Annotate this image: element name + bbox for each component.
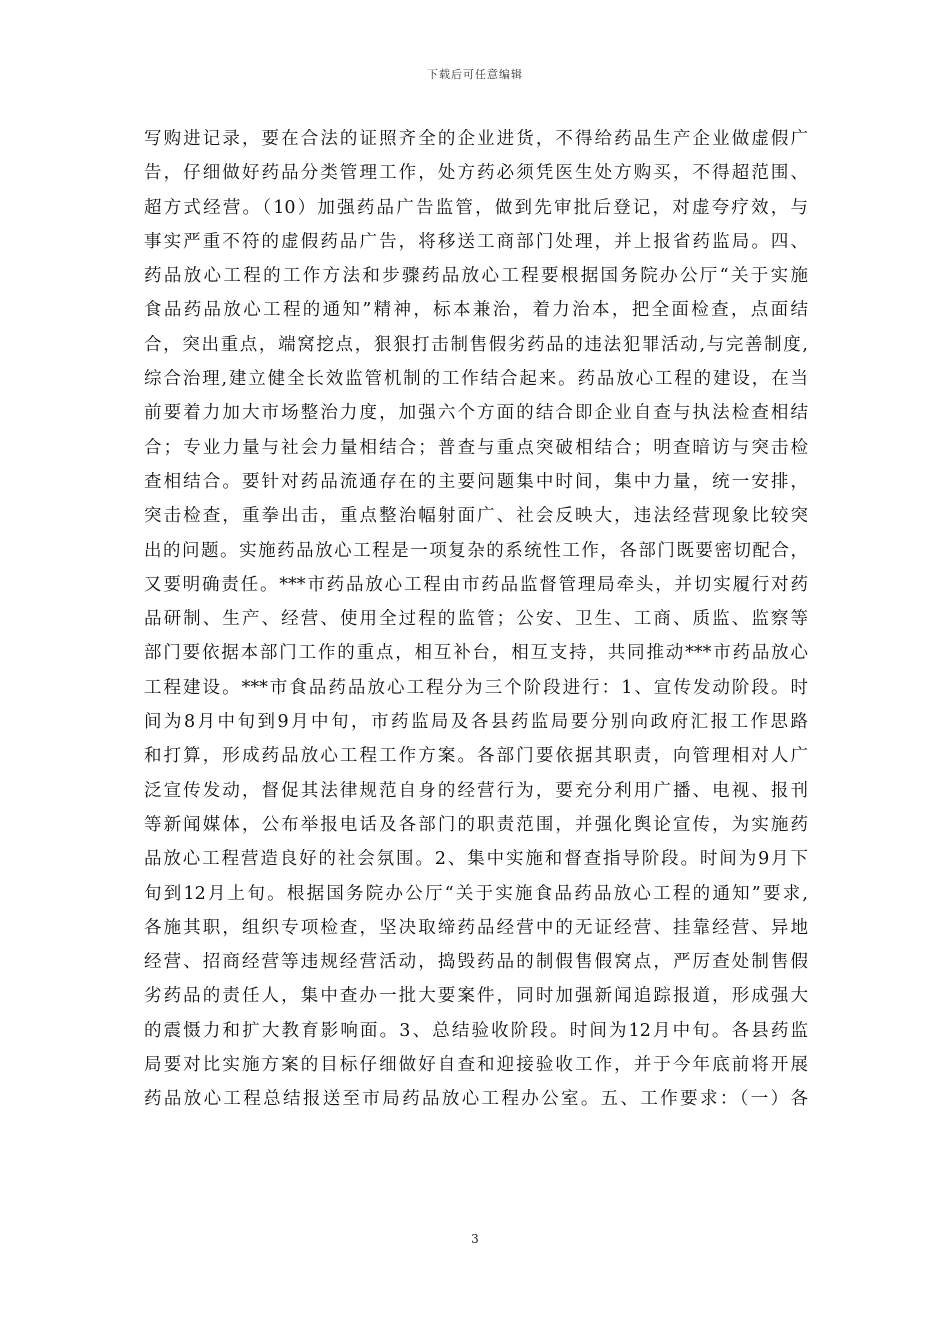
body-line: 突击检查，重拳出击，重点整治幅射面广、社会反映大，违法经营现象比较突 [144,506,808,527]
body-line: 合；专业力量与社会力量相结合；普查与重点突破相结合；明查暗访与突击检 [144,437,808,458]
body-line: 超方式经营。（10）加强药品广告监管，做到先审批后登记，对虚夸疗效，与 [144,197,808,218]
body-line: 前要着力加大市场整治力度，加强六个方面的结合即企业自查与执法检查相结 [144,403,808,424]
body-line: 的震慑力和扩大教育影响面。3、总结验收阶段。时间为12月中旬。各县药监 [144,1020,808,1041]
body-line: 药品放心工程总结报送至市局药品放心工程办公室。五、工作要求：（一）各 [144,1089,808,1110]
body-line: 工程建设。***市食品药品放心工程分为三个阶段进行：1、宣传发动阶段。时 [144,677,808,698]
body-line: 合，突出重点，端窝挖点，狠狠打击制售假劣药品的违法犯罪活动,与完善制度, [144,334,808,355]
body-line: 旬到12月上旬。根据国务院办公厅“关于实施食品药品放心工程的通知”要求, [144,883,808,904]
body-line: 品放心工程营造良好的社会氛围。2、集中实施和督查指导阶段。时间为9月下 [144,849,808,870]
body-line: 药品放心工程的工作方法和步骤药品放心工程要根据国务院办公厅“关于实施 [144,266,808,287]
body-line: 和打算，形成药品放心工程工作方案。各部门要依据其职责，向管理相对人广 [144,746,808,767]
body-line: 品研制、生产、经营、使用全过程的监管；公安、卫生、工商、质监、监察等 [144,609,808,630]
body-line: 各施其职，组织专项检查，坚决取缔药品经营中的无证经营、挂靠经营、异地 [144,917,808,938]
body-line: 综合治理,建立健全长效监管机制的工作结合起来。药品放心工程的建设，在当 [144,369,808,390]
body-line: 劣药品的责任人，集中查办一批大要案件，同时加强新闻追踪报道，形成强大 [144,986,808,1007]
page-header: 下载后可任意编辑 [427,68,523,81]
body-line: 部门要依据本部门工作的重点，相互补台，相互支持，共同推动***市药品放心 [144,643,808,664]
body-line: 间为8月中旬到9月中旬，市药监局及各县药监局要分别向政府汇报工作思路 [144,712,808,733]
body-line: 查相结合。要针对药品流通存在的主要问题集中时间，集中力量，统一安排， [144,471,808,492]
body-line: 食品药品放心工程的通知”精神，标本兼治，着力治本，把全面检查，点面结 [144,300,808,321]
body-line: 局要对比实施方案的目标仔细做好自查和迎接验收工作，并于今年底前将开展 [144,1055,808,1076]
document-body [144,122,808,1117]
body-line: 经营、招商经营等违规经营活动，捣毁药品的制假售假窝点，严厉查处制售假 [144,952,808,973]
body-line: 写购进记录，要在合法的证照齐全的企业进货，不得给药品生产企业做虚假广 [144,129,808,149]
body-line: 等新闻媒体，公布举报电话及各部门的职责范围，并强化舆论宣传，为实施药 [144,814,808,835]
body-line: 告，仔细做好药品分类管理工作，处方药必须凭医生处方购买，不得超范围、 [144,163,808,184]
body-line: 出的问题。实施药品放心工程是一项复杂的系统性工作，各部门既要密切配合， [144,540,808,561]
page-number: 3 [471,1232,479,1246]
body-line: 又要明确责任。***市药品放心工程由市药品监督管理局牵头，并切实履行对药 [144,574,808,595]
body-line: 事实严重不符的虚假药品广告，将移送工商部门处理，并上报省药监局。四、 [144,231,808,252]
body-line: 泛宣传发动，督促其法律规范自身的经营行为，要充分利用广播、电视、报刊 [144,780,808,801]
